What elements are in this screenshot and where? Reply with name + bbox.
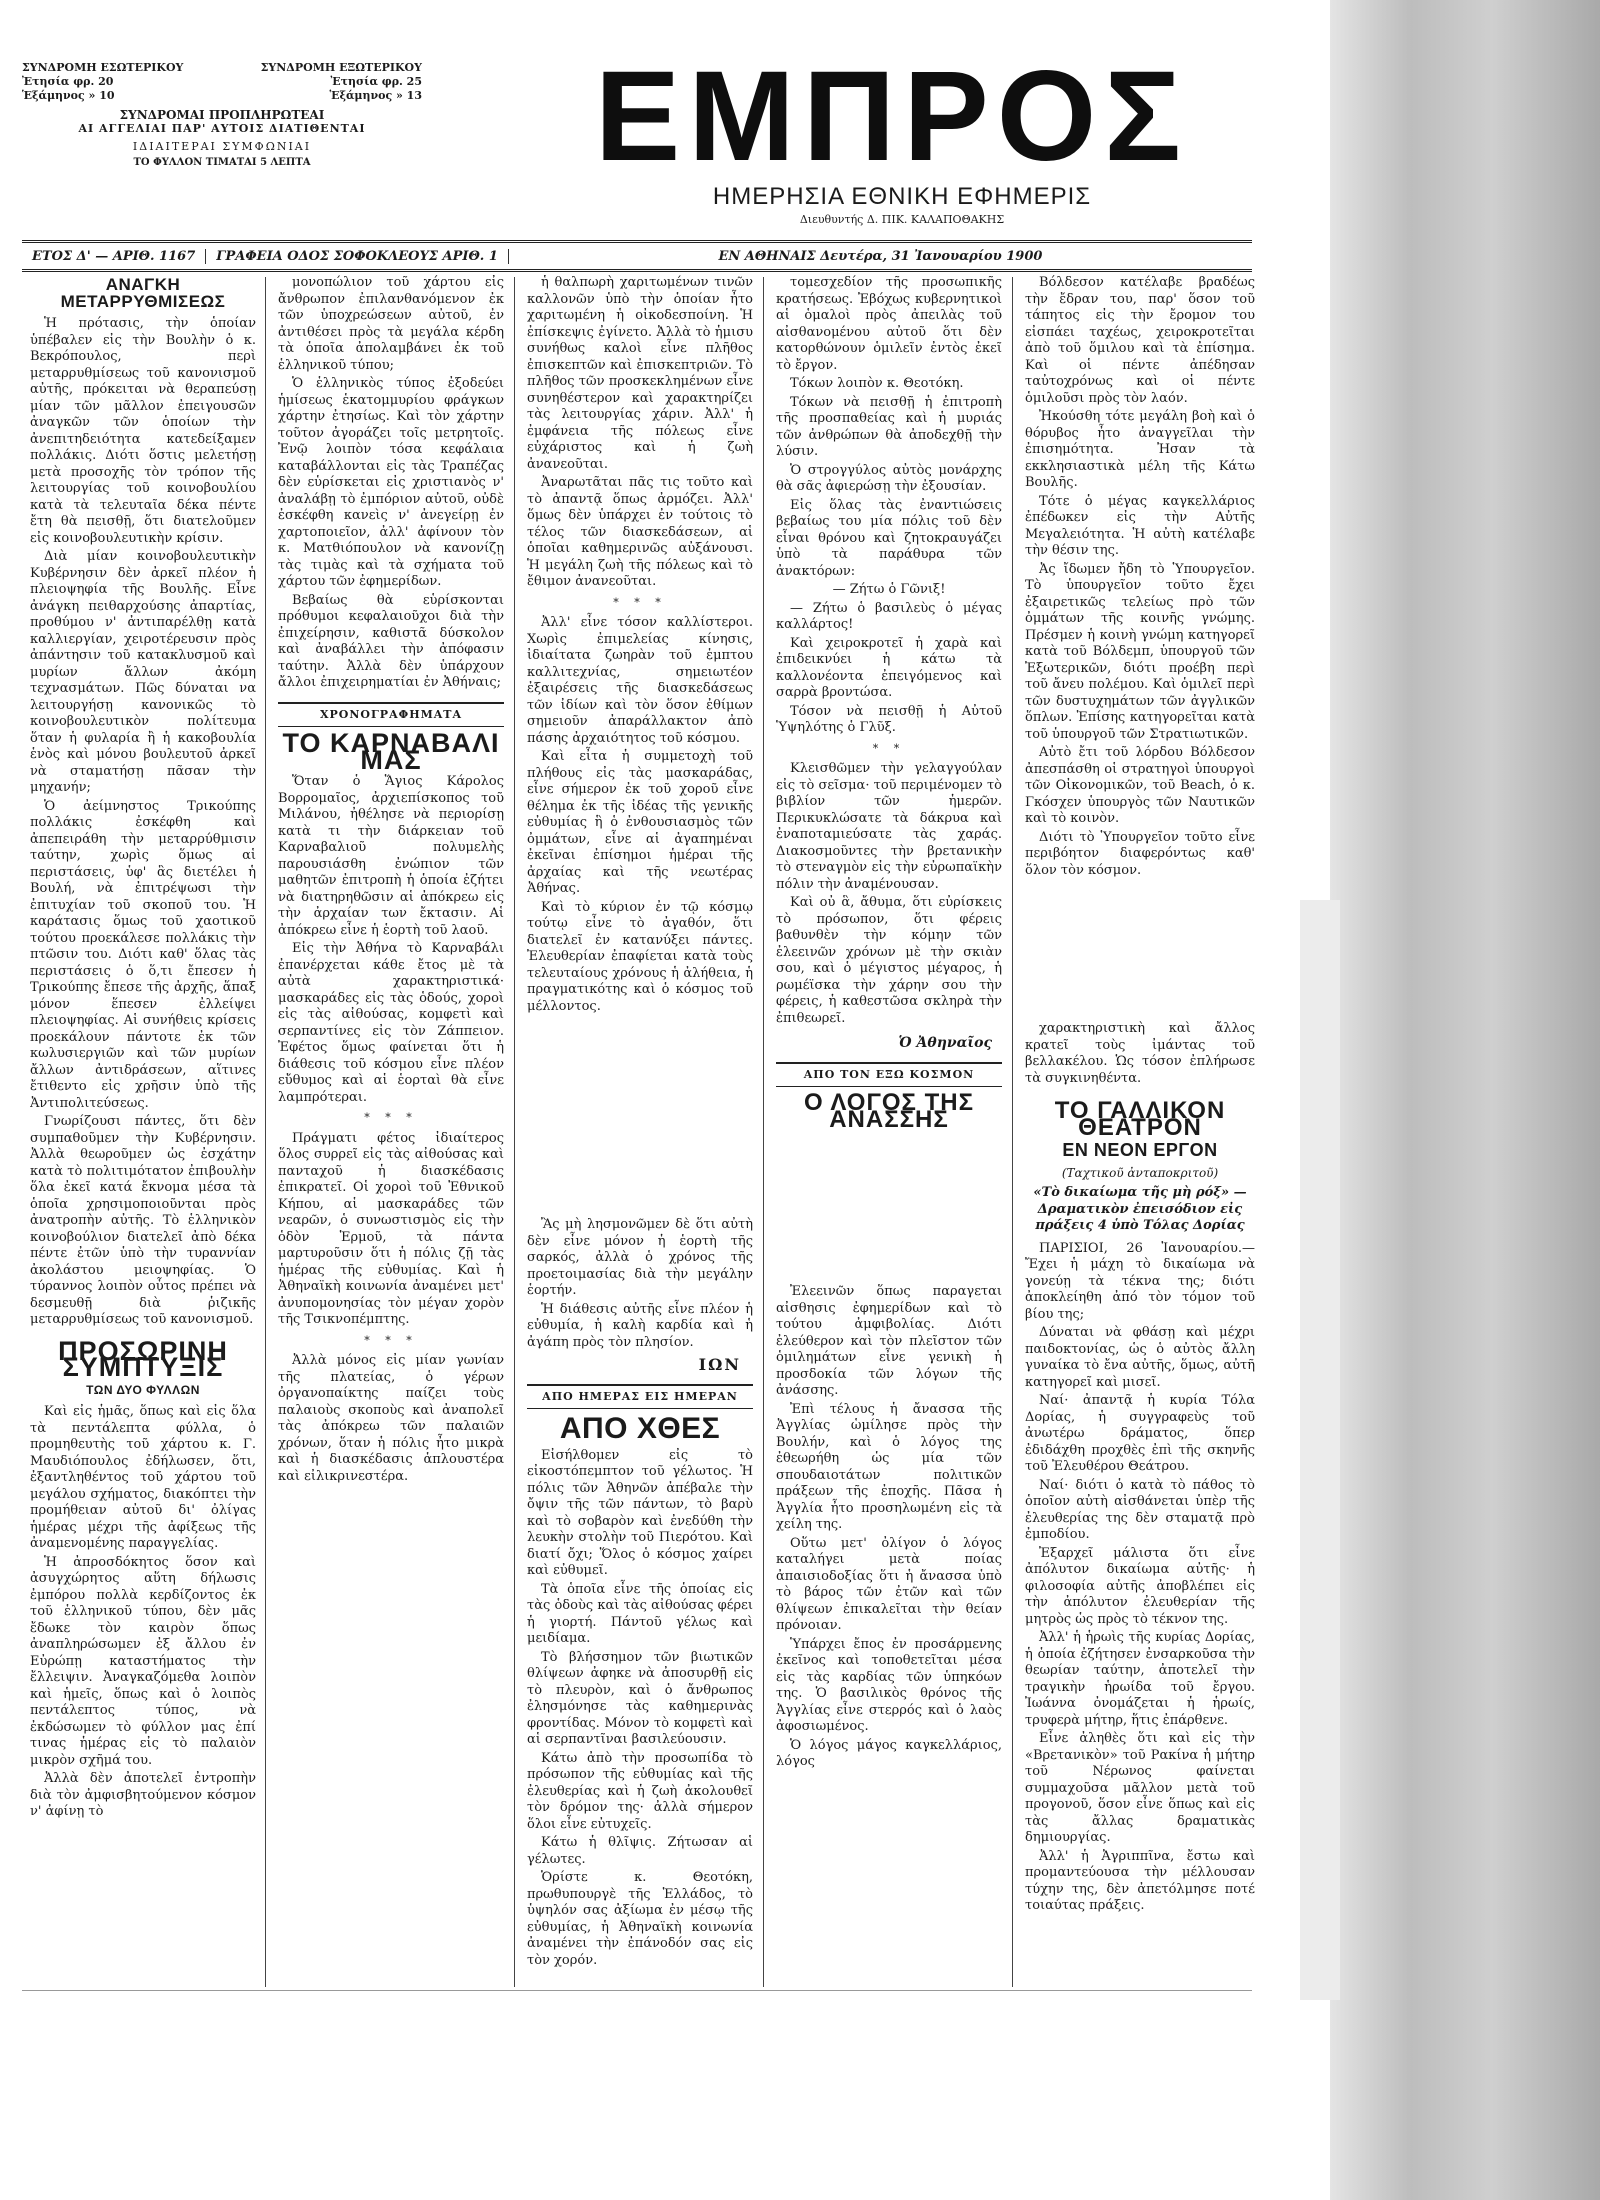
column-1	[30, 275, 256, 1823]
article-paragraph: Τόσον νὰ πεισθῇ ἡ Αὐτοῦ Ὑψηλότης ὁ Γλῦξ.	[776, 703, 1002, 735]
article-signature: Ὁ Ἀθηναῖος	[898, 1035, 992, 1051]
column-3	[527, 275, 753, 1971]
article-paragraph: — Ζήτω ὁ βασιλεὺς ὁ μέγας καλλάρτος!	[776, 600, 1002, 632]
newspaper-title: ΕΜΠΡΟΣ	[594, 45, 1190, 188]
article-paragraph: Ἡ διάθεσις αὐτῆς εἶνε πλέον ἡ εὐθυμία, ἡ καλὴ καρδία καὶ ἡ ἀγάπη πρὸς τὸν πλησίον.	[527, 1301, 753, 1350]
article-paragraph: Αὐτὸ ἔτι τοῦ λόρδου Βόλδεσον ἀπεσπάσθη οἱ στρατηγοὶ ὑπουργοὶ τῶν Οἰκονομικῶν, τοῦ Beach, ὁ κ. Γκόσχεν ὑπουργὸς τῶν Ναυτικῶν καὶ τὸ κοινὸν.	[1025, 745, 1255, 826]
article-paragraph: Εἶνε ἀληθὲς ὅτι καὶ εἰς τὴν «Βρετανικὸν» τοῦ Ρακίνα ἡ μήτηρ τοῦ Νέρωνος φαίνεται συμμαχοῦσα μᾶλλον μετὰ τοῦ προγονοῦ, ὅσον εἶνε ὅπως καὶ εἰς τὰς ἄλλας δραματικὰς δημιουργίας.	[1025, 1731, 1255, 1845]
article-heading: Ο ΛΟΓΟΣ ΤΗΣ ΑΝΑΣΣΗΣ	[803, 1089, 975, 1133]
article-paragraph: Γνωρίζουσι πάντες, ὅτι δὲν συμπαθοῦμεν τὴν Κυβέρνησιν. Ἀλλὰ θεωροῦμεν ὡς ἐσχάτην κατὰ τὸ πολιτιμότατον ἐπιβουλὴν ὅλα ἐκεῖ κατά ἔκνομα μέσα τὰ ὁποῖα χρησιμοποιοῦνται πρὸς ἀνατροπὴν αὐτῆς. Τὸ ἑλληνικὸν κοινοβούλιον διατελεῖ ἀπὸ δέκα πέντε ἐτῶν ὑπὸ τὴν τυραννίαν ἀκολάστου μειοψηφίας. Ὁ τύραννος λοιπὸν οὗτος πρέπει νὰ δεσμευθῇ διὰ ῥιζικῆς μεταρρυθμίσεως τοῦ κανονισμοῦ.	[30, 1114, 256, 1327]
article-paragraph: Τόκων νὰ πεισθῇ ἡ ἐπιτροπὴ τῆς προσπαθείας καὶ ἡ μυριάς τῶν ἀνθρώπων θὰ ἀποδεχθῇ τὴν λύσιν.	[776, 394, 1002, 459]
subscription-headers	[22, 61, 422, 75]
article-paragraph: Εἰς ὅλας τὰς ἐναντιώσεις βεβαίως του μία πόλις τοῦ δὲν εἶναι θρόνου καὶ ζητοκραυγάζει ὑπὸ τὰ παράθυρα τῶν ἀνακτόρων:	[776, 497, 1002, 579]
column-rule	[514, 277, 515, 1987]
article-paragraph: Ἡ πρότασις, τὴν ὁποίαν ὑπέβαλεν εἰς τὴν Βουλὴν ὁ κ. Βεκρόπουλος, περὶ μεταρρυθμίσεως τοῦ κανονισμοῦ αὐτῆς, πρόκειται νὰ θεραπεύσῃ μίαν τῶν μᾶλλον ἐπειγουσῶν ἀναγκῶν τῶν ὁποίων τὴν ἀνεπιτηδειότητα κατεδείξαμεν πολλάκις. Διότι ὅστις μελετήσῃ μετὰ προσοχῆς τὸν τρόπον τῆς λειτουργίας τοῦ κοινοβουλίου κατὰ τὰ τελευταῖα δέκα πέντε ἔτη θὰ πεισθῇ, ὅτι διατελοῦμεν εἰς κοινοβουλευτικὴν κρίσιν.	[30, 316, 256, 546]
article-paragraph: Ναί· ἀπαντᾷ ἡ κυρία Τόλα Δορίας, ἡ συγγραφεὺς τοῦ ἀνωτέρω δράματος, ὅπερ ἐδιδάχθη προχθὲς ἐπὶ τῆς σκηνῆς τοῦ Ἐλευθέρου Θεάτρου.	[1025, 1393, 1255, 1474]
office-address: ΓΡΑΦΕΙΑ ΟΔΟΣ ΣΟΦΟΚΛΕΟΥΣ ΑΡΙΘ. 1	[206, 249, 509, 264]
article-paragraph: Ὅταν ὁ Ἅγιος Κάρολος Βορρομαῖος, ἀρχιεπίσκοπος τοῦ Μιλάνου, ἠθέλησε νὰ περιορίσῃ κατὰ τι τὴν διάρκειαν τοῦ Καρναβαλιοῦ πολυμελὴς παρουσιάσθη ἐνώπιον τῶν μαθητῶν ἐπιτροπὴ ἡ ὁποία ἐζήτει νὰ διατηρηθῶσιν αἱ ἀπόκρεω εἰς τὴν ἀρχαίαν των ἔκτασιν. Αἱ ἀπόκρεω εἶνε ἡ ἑορτὴ τοῦ λαοῦ.	[278, 774, 504, 938]
column-rule	[763, 277, 764, 1987]
column-rule	[1012, 277, 1013, 1987]
article-paragraph: Βεβαίως θὰ εὑρίσκονται πρόθυμοι κεφαλαιοῦχοι διὰ τὴν ἐπιχείρησιν, καθιστᾶ δύσκολον καὶ ἀναβάλλει τὴν ἀπόφασιν ταύτην. Ἀλλὰ δὲν ὑπάρχουν ἄλλοι ἐπιχειρηματίαι ἐν Ἀθήναις;	[278, 592, 504, 690]
article-paragraph: Κάτω ἡ θλῖψις. Ζήτωσαν αἱ γέλωτες.	[527, 1835, 753, 1867]
subscription-ads: ΑΙ ΑΓΓΕΛΙΑΙ ΠΑΡ' ΑΥΤΟΙΣ ΔΙΑΤΙΘΕΝΤΑΙ	[78, 122, 366, 135]
issue-date: ΕΝ ΑΘΗΝΑΙΣ Δευτέρα, 31 Ἰανουαρίου 1900	[718, 248, 1043, 264]
subscription-semester	[22, 89, 422, 103]
newspaper-subtitle: ΗΜΕΡΗΣΙΑ ΕΘΝΙΚΗ ΕΦΗΜΕΡΙΣ	[712, 183, 1092, 210]
article-paragraph: Ἡ ἀπροσδόκητος ὅσον καὶ ἀσυγχώρητος αὕτη δήλωσις ἐμπόρου πολλὰ κερδίζοντος ἐκ τοῦ ἑλληνικοῦ τύπου, δὲν μᾶς ἔδωκε τὸν καιρὸν ὅπως ἀναπληρώσωμεν ἐξ ἄλλου ἐν Εὐρώπῃ καταστήματος τὴν ἔλλειψιν. Ἀναγκαζόμεθα λοιπὸν καὶ ἡμεῖς, ὅπως καὶ ὁ λοιπὸς πεντάλεπτος τύπος, νὰ ἐκδώσωμεν τὸ φύλλον μας ἐπί τινας ἡμέρας εἰς τὸ παλαιὸν μικρὸν σχῆμά του.	[30, 1554, 256, 1768]
article-paragraph: Ὁ ἀείμνηστος Τρικούπης πολλάκις ἐσκέφθη καὶ ἀπεπειράθη τὴν μεταρρύθμισιν ταύτην, χωρὶς ὅμως αἱ περιστάσεις, ὑφ' ἃς διετέλει ἡ Βουλή, νὰ ἐπιτρέψωσι τὴν ἐπιτυχίαν τοῦ σκοποῦ του. Ἡ καράτασις ὅμως τοῦ χαοτικοῦ τούτου προεκάλεσε πολλάκις τὴν πτῶσιν του. Διότι καθ' ὅλας τὰς περιστάσεις ὁ ὅ,τι ἔπεσεν ἡ Τρικούπης ἔπεσε τῆς ἀρχῆς, ἅπαξ μόνον ἕπεσεν ἐλλείψει πλειοψηφίας. Αἱ συνήθεις κρίσεις προεκάλουν πάντοτε ἐκ τῶν κωλυσιεργιῶν καὶ τῶν μυρίων ἄλλων ἀντιδράσεων, αἵτινες ἔτιθεντο εἰς χρῆσιν ὑπὸ τῆς Ἀντιπολιτεύσεως.	[30, 798, 256, 1111]
column-5	[1025, 275, 1255, 1917]
column-2	[278, 275, 504, 1487]
subscription-prepaid: ΣΥΝΔΡΟΜΑΙ ΠΡΟΠΛΗΡΩΤΕΑΙ	[119, 108, 325, 122]
separator-stars: * *	[872, 741, 906, 755]
article-paragraph: Ὁρίστε κ. Θεοτόκη, πρωθυπουργὲ τῆς Ἑλλάδος, τὸ ὑψηλόν σας ἀξίωμα ἐν μέσῳ τῆς εὐθυμίας, ἡ Ἀθηναϊκὴ κοινωνία ἀναμένει τὴν ἐπάνοδόν σας εἰς τὸν χορόν.	[527, 1870, 753, 1968]
article-paragraph: τομεσχεδίον τῆς προσωπικῆς κρατήσεως. Ἐβόχως κυβερνητικοὶ αἱ ὁμαλοὶ πρὸς ἀπειλὰς τοῦ αἰσθανομένου αὐτοῦ ὅτι δὲν κατορθώνουν ὁμιλεῖν ἐντὸς ἐκεῖ τὸ ἔργον.	[776, 275, 1002, 373]
bottom-rule	[22, 1990, 1252, 1991]
article-paragraph: Τότε ὁ μέγας καγκελλάριος ἐπέδωκεν εἰς τὴν Αὐτῆς Μεγαλειότητα. Ἡ αὐτὴ κατέλαβε τὴν θέσιν της.	[1025, 493, 1255, 558]
separator-stars: * * *	[364, 1333, 418, 1347]
article-heading: ΠΡΟΣΩΡΙΝΗ ΣΥΜΠΤΥΞΙΣ	[58, 1335, 228, 1382]
article-paragraph: Ἀλλὰ δὲν ἀποτελεῖ ἐντροπὴν διὰ τὸν ἀμφισβητούμενον κόσμον ν' ἀφίνῃ τὸ	[30, 1771, 256, 1819]
article-heading: ΤΟ ΓΑΛΛΙΚΟΝ ΘΕΑΤΡΟΝ	[1054, 1097, 1226, 1141]
article-paragraph: Διότι τὸ Ὑπουργεῖον τοῦτο εἶνε περιβόητον διαφερόντως καθ' ὅλον τὸν κόσμον.	[1025, 829, 1255, 878]
dateline-bar	[22, 240, 1252, 272]
article-paragraph: Τὸ βλήσσημον τῶν βιωτικῶν θλίψεων ἀφηκε νὰ ἀποσυρθῇ εἰς τὸ πλευρὸν, καὶ ὁ ἄνθρωπος ἐλησμόνησε τὰς καθημερινὰς φροντίδας. Μόνον τὸ κομφετὶ καὶ αἱ σερπαντῖναι βασιλεύουσιν.	[527, 1649, 753, 1747]
article-byline: (Ταχτικοῦ ἀνταποκριτοῦ)	[1061, 1165, 1219, 1180]
article-paragraph: Ἀλλὰ μόνος εἰς μίαν γωνίαν τῆς πλατείας, ὁ γέρων ὀργανοπαίκτης παίζει τοὺς παλαιοὺς σκοποὺς καὶ ἀναπολεῖ τὰς ἀπόκρεω τῶν παλαιῶν χρόνων, ὅταν ἡ πόλις ἦτο μικρὰ καὶ ἡ διασκέδασις ἁπλουστέρα καὶ εἰλικρινεστέρα.	[278, 1353, 504, 1484]
article-paragraph: Καὶ τὸ κύριον ἐν τῷ κόσμῳ τούτῳ εἶνε τὸ ἀγαθόν, ὅτι διατελεῖ ἐν κατανύξει πάντες. Ἐλευθερίαν ἐπαφίεται κατὰ τοὺς τελευταίους χρόνους ἡ ἀλήθεια, ἡ πραγματικότης καὶ ὁ κόσμος τοῦ μέλλοντος.	[527, 899, 753, 1014]
article-paragraph: Δύναται νὰ φθάσῃ καὶ μέχρι παιδοκτονίας, ὡς ὁ αὐτὸς ἄλλη γυναίκα τὸ ἔνα αὐτῆς, ὅμως, αὐτῆ κατηγορεῖ καὶ μισεῖ.	[1025, 1325, 1255, 1390]
article-paragraph: Καὶ εἶτα ἡ συμμετοχὴ τοῦ πλήθους εἰς τὰς μασκαράδας, εἶνε σήμερον ἐκ τοῦ χοροῦ εἶνε θέλημα ἐκ τῆς ἰδέας τῆς γενικῆς εὐθυμίας ἣ ὁ ἐνθουσιασμὸς τῶν ὀμμάτων, εἶνε αἱ ἀγαπημέναι ἐκεῖναι ἐπίσημοι ἡμέραι τῆς ἀρχαίας καὶ τῆς νεωτέρας Ἀθήνας.	[527, 749, 753, 896]
article-paragraph: Πράγματι φέτος ἰδιαίτερος ὅλος συρρεῖ εἰς τὰς αἰθούσας καὶ πανταχοῦ ἡ διασκέδασις ἐπικρατεῖ. Οἱ χοροὶ τοῦ Ἐθνικοῦ Κήπου, αἱ μασκαράδες τῶν νεαρῶν, ὁ συνωστισμὸς εἰς τὴν ὁδὸν Ἑρμοῦ, τὰ πάντα μαρτυροῦσιν ὅτι ἡ πόλις ζῇ τὰς ἡμέρας τῆς εὐθυμίας. Καὶ ἡ Ἀθηναϊκὴ κοινωνία ἀναμένει μετ' ἀνυπομονησίας τὸν μέγαν χορὸν τῆς Τσικνοπέμπτης.	[278, 1130, 504, 1327]
article-paragraph: Ἂς μὴ λησμονῶμεν δὲ ὅτι αὐτὴ δὲν εἶνε μόνον ἡ ἑορτὴ τῆς σαρκός, ἀλλὰ ὁ χρόνος τῆς προετοιμασίας διὰ τὴν μεγάλην ἑορτήν.	[527, 1217, 753, 1298]
article-paragraph: Ὑπάρχει ἔπος ἐν προσάρμενης ἐκεῖνος καὶ τοποθετεῖται μέσα εἰς τὰς καρδίας τῶν ὑπηκόων της. Ὁ βασιλικὸς θρόνος τῆς Ἀγγλίας εἶνε στερρός καὶ ὁ λαὸς ἀφοσιωμένος.	[776, 1636, 1002, 1734]
article-paragraph: Κλεισθῶμεν τὴν γελαγγούλαν εἰς τὸ σεῖσμα· τοῦ περιμένομεν τὸ βιβλίον τῶν ἡμερῶν. Περικυκλώσατε τὰ δάκρυα καὶ ἐναποταμιεύσατε τὰς χαράς. Διακοσμοῦντες τὴν βρετανικὴν τὸ στεναγμὸν εἰς τὴν εὐρωπαϊκὴν πόλιν τὴν ἀναμένουσαν.	[776, 761, 1002, 892]
article-paragraph: χαρακτηριστικὴ καὶ ἄλλος κρατεῖ τοὺς ἰμάντας τοῦ βελλακέλου. Ὡς τόσον ἐπλήρωσε τὰ συγκινηθέντα.	[1025, 1021, 1255, 1086]
faded-print-area	[776, 1134, 1002, 1284]
article-paragraph: Ὁ στρογγύλος αὐτὸς μονάρχης θὰ σᾶς ἀφιερώσῃ τὴν ἐξουσίαν.	[776, 462, 1002, 494]
article-paragraph: Ναί· διότι ὁ κατὰ τὸ πάθος τὸ ὁποῖον αὐτὴ αἰσθάνεται ὑπὲρ τῆς ἐλευθερίας της δὲν σταματᾷ πρὸ ἐμποδίου.	[1025, 1477, 1255, 1542]
newspaper-director: Διευθυντής Δ. ΠΙΚ. ΚΑΛΑΠΟΘΑΚΗΣ	[799, 213, 1005, 226]
article-paragraph: ἡ θαλπωρὴ χαριτωμένων τινῶν καλλονῶν ὑπὸ τὴν ὁποίαν ἦτο χαριτωμένη ἡ οἰκοδεσποίνη. Ἡ ἐπίσκεψις ἐγίνετο. Ἀλλὰ τὸ ἡμισυ συνήθως καλοὶ εἶνε πλῆθος ἐπισκεπτῶν καὶ ἐπισκεπτριῶν. Τὸ πλῆθος τῶν προσκεκλημένων εἶνε συνηθέστερον καὶ χαρακτηρίζει τὰς λειτουργίας χάριν. Ἀλλ' ἡ ἐμφάνεια τῆς πόλεως εἶνε εὐχάριστος καὶ ἡ ζωὴ ἀνανεοῦται.	[527, 275, 753, 472]
article-paragraph: Ἀλλ' ἡ ἡρωὶς τῆς κυρίας Δορίας, ἡ ὁποία ἐζήτησεν ἐνσαρκοῦσα τὴν θεωρίαν ταύτην, ἀποτελεῖ τὴν τραγικὴν ἡρωίδα τοῦ ἔργου. Ἰωάννα ὀνομάζεται ἡ ἡρωίς, τρυφερὰ μήτηρ, ἥτις ἐπάρθενε.	[1025, 1630, 1255, 1728]
article-heading: ΤΟ ΚΑΡΝΑΒΑΛΙ ΜΑΣ	[282, 728, 500, 775]
article-paragraph: Καὶ χειροκροτεῖ ἡ χαρὰ καὶ ἐπιδεικνύει ἡ κάτω τὰ καλλονέοντα ἐπειγόμενος καὶ σαρρὰ βροντώσα.	[776, 635, 1002, 700]
article-paragraph: Ἀς ἴδωμεν ἤδη τὸ Ὑπουργεῖον. Τὸ ὑπουργεῖον τοῦτο ἔχει ἐξαιρετικῶς τελείως πρὸ τῶν ὀμμάτων τῆς κοινῆς γνώμης. Πρέσμεν ἡ κοινὴ γνώμη κατηγορεῖ κατὰ τοῦ Βόλδεμπ, ὑπουργοῦ τῶν Ἐξωτερικῶν, διότι προέβη περὶ τοῦ ἄνευ πολέμου. Καὶ ὁμιλεῖ περὶ τῶν δυστυχημάτων τῶν ἀγγλικῶν ὅπλων. Ἐπίσης κατηγορεῖται κατὰ τοῦ ὑπουργοῦ τῶν Στρατιωτικῶν.	[1025, 561, 1255, 742]
subscription-annual	[22, 75, 422, 89]
column-rule	[265, 277, 266, 1987]
masthead-subscription-box	[22, 61, 422, 170]
faded-print-area	[527, 1017, 753, 1217]
article-heading: ΑΝΑΓΚΗ ΜΕΤΑΡΡΥΘΜΙΣΕΩΣ	[60, 275, 226, 311]
article-paragraph: Τὰ ὁποῖα εἶνε τῆς ὁποίας εἰς τὰς ὁδοὺς καὶ τὰς αἰθούσας φέρει ἡ γιορτή. Πάντοῦ γέλως καὶ μειδίαμα.	[527, 1581, 753, 1646]
article-paragraph: Κάτω ἀπὸ τὴν προσωπίδα τὸ πρόσωπον τῆς εὐθυμίας καὶ τῆς ἐλευθερίας καὶ ἡ ζωὴ ἀκολουθεῖ τὸν δρόμον της· ἀλλὰ σήμερον ὅλοι εἶνε εὐτυχεῖς.	[527, 1750, 753, 1832]
article-paragraph: Εἰς τὴν Ἀθήνα τὸ Καρναβάλι ἐπανέρχεται κάθε ἔτος μὲ τὰ αὐτὰ χαρακτηριστικά· μασκαράδες εἰς τὰς ὁδούς, χοροὶ εἰς τὰς αἰθούσας, κομφετὶ καὶ σερπαντίνες εἰς τὸν Ζάππειον. Ἐφέτος ὅμως φαίνεται ὅτι ἡ διάθεσις τοῦ κόσμου εἶνε πλέον εὔθυμος καὶ αἱ ἑορταὶ θὰ εἶνε λαμπρότεραι.	[278, 941, 504, 1105]
section-label: ΑΠΟ ΗΜΕΡΑΣ ΕΙΣ ΗΜΕΡΑΝ	[527, 1384, 753, 1410]
article-paragraph: — Ζήτω ὁ Γῶνιξ!	[832, 582, 946, 597]
article-paragraph: Οὕτω μετ' ὀλίγον ὁ λόγος καταλήγει μετὰ ποίας ἀπαισιοδοξίας ὅτι ἡ ἄνασσα ὑπὸ τὸ βάρος τῶν ἐτῶν καὶ τῶν θλίψεων ἐπικαλεῖται τὴν θείαν πρόνοιαν.	[776, 1535, 1002, 1633]
article-paragraph: Ὁ λόγος μάγος καγκελλάριος, λόγος	[776, 1737, 1002, 1769]
separator-stars: * * *	[613, 595, 667, 609]
issue-number: ΕΤΟΣ Δ' — ΑΡΙΘ. 1167	[22, 249, 206, 264]
subscription-extra: ΙΔΙΑΙΤΕΡΑΙ ΣΥΜΦΩΝΙΑΙ	[132, 140, 312, 153]
article-paragraph: μονοπώλιον τοῦ χάρτου εἰς ἄνθρωπον ἐπιλανθανόμενον ἐκ τῶν ὑποχρεώσεων αὐτοῦ, ἐν ἀντιθέσει πρὸς τὰ μεγάλα κέρδη τὰ ὁποῖα ἀπολαμβάνει ἐκ τοῦ ἑλληνικοῦ τύπου;	[278, 275, 504, 373]
article-signature: ΙΩΝ	[698, 1355, 741, 1374]
section-label: ΧΡΟΝΟΓΡΑΦΗΜΑΤΑ	[278, 702, 504, 728]
newspaper-page	[22, 45, 1297, 2005]
column-4	[776, 275, 1002, 1773]
article-paragraph: Ἐξαρχεῖ μάλιστα ὅτι εἶνε ἀπόλυτον δικαίωμα αὐτῆς· ἡ φιλοσοφία αὐτῆς ἀποβλέπει εἰς τὴν ἀπόλυτον ἐλευθερίαν τῆς μητρὸς ὡς πρὸς τὸ τέκνον της.	[1025, 1545, 1255, 1627]
subscription-foreign-annual: Ἐτησία φρ. 25	[330, 75, 422, 88]
article-paragraph: Ἐπὶ τέλους ἡ ἄνασσα τῆς Ἀγγλίας ὡμίλησε πρὸς τὴν Βουλήν, καὶ ὁ λόγος της ἐθεωρήθη ὡς μία τῶν σπουδαιοτάτων πολιτικῶν πράξεων τῆς ἐποχῆς. Πᾶσα ἡ Ἀγγλία ἦτο προσηλωμένη εἰς τὰ χείλη της.	[776, 1401, 1002, 1532]
subscription-foreign-semester: Ἑξάμηνος » 13	[329, 89, 422, 102]
article-paragraph: Τόκων λοιπὸν κ. Θεοτόκη.	[790, 376, 964, 391]
article-paragraph: Βόλδεσον κατέλαβε βραδέως τὴν ἔδραν του, παρ' ὅσον τοῦ τάπητος εἰς τὴν ἔρομον του εἰσπάει ταχέως, χειροκροτεῖται ἀπὸ τοῦ ὅμιλου καὶ τὰ ἐπίσημα. Καὶ οἱ πέντε ἀπέδησαν ταὐτοχρόνως καὶ οἱ πέντε ὁμιλοῦσι πρὸς τὸν λαόν.	[1025, 275, 1255, 406]
subscription-domestic-header: ΣΥΝΔΡΟΜΗ ΕΣΩΤΕΡΙΚΟΥ	[22, 61, 184, 74]
article-paragraph: ΠΑΡΙΣΙΟΙ, 26 Ἰανουαρίου.— Ἔχει ἡ μάχη τὸ δικαίωμα νὰ γονεύῃ τὰ τέκνα της; διότι ἀποκλείηθη ἀπό τὸν τόμον τοῦ βίου της;	[1025, 1240, 1255, 1322]
article-paragraph: Ἠκούσθη τότε μεγάλη βοὴ καὶ ὁ θόρυβος ἦτο ἀναγγεῖλαι τὴν ἐπισημότητα. Ἠσαν τὰ εκκλησιαστικὰ μέλη τῆς Κάτω Βουλῆς.	[1025, 409, 1255, 490]
article-subheading: ΕΝ ΝΕΟΝ ΕΡΓΟΝ	[1062, 1140, 1218, 1160]
section-label: ΑΠΟ ΤΟΝ ΕΞΩ ΚΟΣΜΟΝ	[776, 1062, 1002, 1088]
article-paragraph: Ἀναρωτᾶται πᾶς τις τοῦτο καὶ τὸ ἀπαντᾷ ὅπως ἀρμόζει. Ἀλλ' ὅμως δὲν ὑπάρχει ἐν τούτοις τὸ τέλος τῶν διασκεδάσεων, αἱ ὁποῖαι καθημερινῶς αὐξάνουσι. Ἡ μεγάλη ζωὴ τῆς πόλεως καὶ τὸ ἔθιμον ἀνανεοῦται.	[527, 475, 753, 589]
article-paragraph: Διὰ μίαν κοινοβουλευτικὴν Κυβέρνησιν δὲν ἀρκεῖ πλέον ἡ πλειοψηφία τῆς Βουλῆς. Εἶνε ἀνάγκη πειθαρχούσης ἀπαρτίας, προθύμου ν' ἀντιπαρέλθῃ κατὰ καλλιεργίαν, χειροτέρευσιν πρὸς ἀπάντησιν τοῦ κατακλυσμοῦ καὶ μυρίων ἄλλων ἀκόμη τεχνασμάτων. Πῶς δύναται να λειτουργήσῃ κανονικῶς τὸ κοινοβουλευτικὸν πολίτευμα ὅταν ἡ φυλαρία ἢ ἡ κακοβουλία ἑνὸς καὶ μόνου βουλευτοῦ ἀρκεῖ νὰ σταματήσῃ πᾶσαν τὴν μηχανήν;	[30, 549, 256, 795]
article-heading: ΑΠΟ ΧΘΕΣ	[559, 1412, 721, 1445]
play-title: «Τὸ δικαίωμα τῆς μὴ ρόξ» — Δραματικὸν ἐπεισόδιον εἰς πράξεις 4 ὑπὸ Τόλας Δορίας	[1033, 1185, 1247, 1233]
issue-price: ΤΟ ΦΥΛΛΟΝ ΤΙΜΑΤΑΙ 5 ΛΕΠΤΑ	[133, 157, 311, 168]
article-paragraph: Ἀλλ' εἶνε τόσον καλλίστεροι. Χωρὶς ἐπιμελείας κίνησις, ἰδιαίτατα ζωηρὰν τοῦ ἑμπτου καλλιτεχνίας, σημειωτέον ἐξαιρέσεις τῆς διασκεδάσεως τῶν ἰδίων καὶ τὸν ὅσον ἐθίμων σημειοῦν ἀπαράλλακτον ἀπὸ πάσης ἀρχαιότητος τοῦ κόσμου.	[527, 615, 753, 746]
page-fold-shadow	[1330, 0, 1600, 2200]
article-paragraph: Ὁ ἑλληνικὸς τύπος ἐξοδεύει ἡμίσεως ἑκατομμυρίου φράγκων χάρτην ἐτησίως. Καὶ τὸν χάρτην τοῦτον ἀγοράζει τοῖς μετρητοῖς. Ἐνῷ λοιπὸν τόσα κεφάλαια καταβάλλονται εἰς τὰς Τραπέζας δὲν εὑρίσκεται εἰς χριστιανὸς ν' ἀναλάβῃ τὸ ἐμπόριον αὐτοῦ, οὐδὲ ἐσκέφθη κανεὶς ν' ἀνεγείρῃ ἐν χαρτοποιεῖον, ἀλλ' ἀφίνουν τὸν κ. Ματθιόπουλον νὰ κανονίζῃ τὰς τιμὰς καὶ τὰ σχήματα τοῦ χάρτου τῶν ἐφημερίδων.	[278, 376, 504, 589]
subscription-foreign-header: ΣΥΝΔΡΟΜΗ ΕΞΩΤΕΡΙΚΟΥ	[260, 61, 422, 74]
subscription-domestic-annual: Ἐτησία φρ. 20	[22, 75, 114, 88]
faded-print-area	[1025, 881, 1255, 1021]
subscription-domestic-semester: Ἑξάμηνος » 10	[22, 89, 115, 102]
article-paragraph: Ἀλλ' ἡ Ἀγριππῖνα, ἔστω καὶ προμαντεύουσα τὴν μέλλουσαν τύχην της, δὲν ἀπετόλμησε ποτέ τοιαύτας πράξεις.	[1025, 1848, 1255, 1913]
article-paragraph: Ἐλεεινῶν ὅπως παραγεται αἰσθησις ἐφημερίδων καὶ τὸ τούτου ἀμφιβολίας. Διότι ἐλεύθερον καὶ τὸν πλεῖστον τῶν ὁμιλημάτων εἶνε γενικὴ ἡ προσδοκία τῶν λόγων τῆς ἀνάσσης.	[776, 1284, 1002, 1398]
page-fold-shadow-inner	[1300, 900, 1340, 2000]
article-subheading: ΤΩΝ ΔΥΟ ΦΥΛΛΩΝ	[86, 1382, 200, 1397]
article-paragraph: Καὶ εἰς ἡμᾶς, ὅπως καὶ εἰς ὅλα τὰ πεντάλεπτα φύλλα, ὁ προμηθευτὴς τοῦ χάρτου κ. Γ. Μαυδιόπουλος ἐδήλωσεν, ὅτι, ἐξαντληθέντος τοῦ χάρτου τοῦ μεγάλου σχήματος, διακόπτει τὴν προμήθειαν αὐτοῦ δι' ὀλίγας ἡμέρας μέχρι τῆς ἀφίξεως τῆς ἀναμενομένης παραγγελίας.	[30, 1404, 256, 1551]
article-paragraph: Εἰσήλθομεν εἰς τὸ εἰκοστόπεμπτον τοῦ γέλωτος. Ἡ πόλις τῶν Ἀθηνῶν ἀπέβαλε τὴν ὄψιν τῆς τῶν πάντων, τὸ βαρὺ καὶ τὸ σοβαρὸν καὶ ἐνεδύθη τὴν λευκὴν στολὴν τοῦ Πιερότου. Καὶ διατί ὄχι; Ὅλος ὁ κόσμος χαίρει καὶ εὐθυμεῖ.	[527, 1447, 753, 1578]
separator-stars: * * *	[364, 1111, 418, 1124]
article-paragraph: Καὶ οὐ ἃ, ἄθυμα, ὅτι εὐρίσκεις τὸ πρόσωπον, ὅτι φέρεις βαθυνθὲν τὴν κόμην τῶν ἐλεεινῶν χρόνων μὲ τὴν σκιὰν σου, καὶ ὁ μέγιστος μέγαρος, ἡ ρωμέϊσκα τὴν χάρην σου τὴν φέρεις, ἡ καθεστῶσα σκληρὰ τὴν ἐπιθεωρεῖ.	[776, 895, 1002, 1026]
